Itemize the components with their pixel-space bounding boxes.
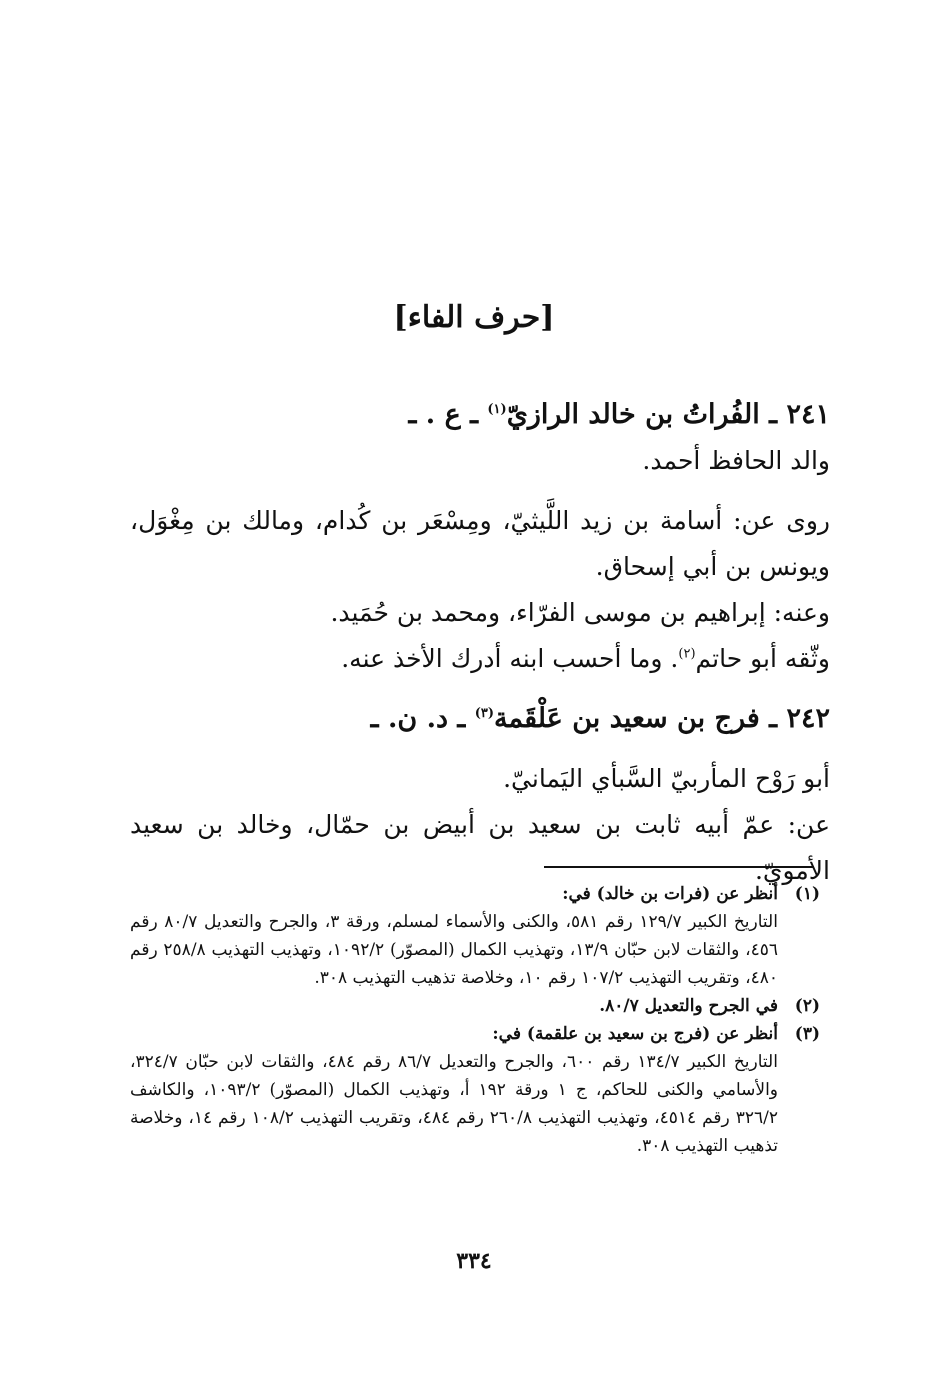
footnote-text: التاريخ الكبير ١٢٩/٧ رقم ٥٨١، والكنى والأسماء لمسلم، ورقة ٣، والجرح والتعديل ٨٠/٧ رقم ٤٥٦، والثقات لابن حبّان ١٣/٩، وتهذيب الكمال (المصوّر) ١٠٩٢/٢، وتهذيب التهذيب ٢٥٨/٨ رقم ٤٨٠، وتقريب التهذيب ١٠٧/٢ رقم ١٠، وخلاصة تذهيب التهذيب ٣٠٨. (130, 912, 778, 988)
main-text (130, 392, 830, 894)
entry-heading (130, 392, 830, 438)
footnote-number: (٣) (794, 1024, 820, 1044)
chapter-title: [حرف الفاء] (393, 300, 555, 335)
footnote-reference: (٣) (474, 706, 495, 721)
entry-paragraph: وعنه: إبراهيم بن موسى الفرّاء، ومحمد بن حُمَيد. (330, 598, 830, 627)
entry-paragraph: أبو رَوْح المأربيّ السَّبأي اليَمانيّ. (503, 764, 830, 793)
footnote-3 (130, 1020, 820, 1160)
footnote-text: التاريخ الكبير ١٣٤/٧ رقم ٦٠٠، والجرح والتعديل ٨٦/٧ رقم ٤٨٤، والثقات لابن حبّان ٣٢٤/٧، والأسامي والكنى للحاكم، ج ١ ورقة ١٩٢ أ، وتهذيب الكمال (المصوّر) ١٠٩٣/٢، والكاشف ٣٢٦/٢ رقم ٤٥١٤، وتهذيب التهذيب ٢٦٠/٨ رقم ٤٨٤، وتقريب التهذيب ١٠٨/٢ رقم ١٤، وخلاصة تذهيب التهذيب ٣٠٨. (130, 1052, 779, 1156)
entry-heading-sigla: ـ ع . ـ (408, 399, 488, 430)
footnote-reference: (١) (487, 402, 507, 417)
entry-241 (130, 392, 830, 682)
spacer (130, 682, 830, 696)
spacer (130, 484, 830, 498)
footnote-body (130, 992, 778, 1020)
entry-paragraph: روى عن: أسامة بن زيد اللَّيثيّ، ومِسْعَر بن كُدام، ومالك بن مِغْوَل، ويونس بن أبي إسحاق. (130, 506, 830, 581)
footnote-heading: أنظر عن (فرات بن خالد) في: (562, 884, 778, 904)
spacer (130, 742, 830, 756)
entry-paragraph (130, 636, 830, 682)
entry-text: . وما أحسب ابنه أدرك الأخذ عنه. (341, 644, 679, 673)
footnote-reference: (٢) (678, 646, 696, 662)
footnote-1 (130, 880, 820, 992)
entry-text: وثّقه أبو حاتم (695, 644, 830, 673)
entry-paragraph: عن: عمّ أبيه ثابت بن سعيد بن أبيض بن حمّال، وخالد بن سعيد الأمويّ. (130, 810, 830, 885)
footnote-number: (١) (794, 884, 820, 904)
footnote-2 (130, 992, 820, 1020)
footnote-number: (٢) (794, 996, 820, 1016)
entry-heading (130, 696, 830, 742)
footnote-body (130, 880, 778, 992)
page-number: ٣٣٤ (456, 1248, 492, 1274)
footnote-text: في الجرح والتعديل ٨٠/٧. (599, 996, 778, 1016)
entry-heading-sigla: ـ د. ن. ـ (370, 703, 475, 734)
entry-paragraph: والد الحافظ أحمد. (642, 446, 830, 475)
entry-heading-text: ٢٤١ ـ الفُراتُ بن خالد الرازيّ (506, 399, 830, 430)
entry-242 (130, 696, 830, 894)
entry-heading-text: ٢٤٢ ـ فرج بن سعيد بن عَلْقَمة (494, 703, 830, 734)
footnotes (130, 880, 820, 1160)
footnote-heading: أنظر عن (فرج بن سعيد بن علقمة) في: (492, 1024, 778, 1044)
footnote-divider (544, 866, 814, 868)
footnote-body (130, 1020, 778, 1160)
